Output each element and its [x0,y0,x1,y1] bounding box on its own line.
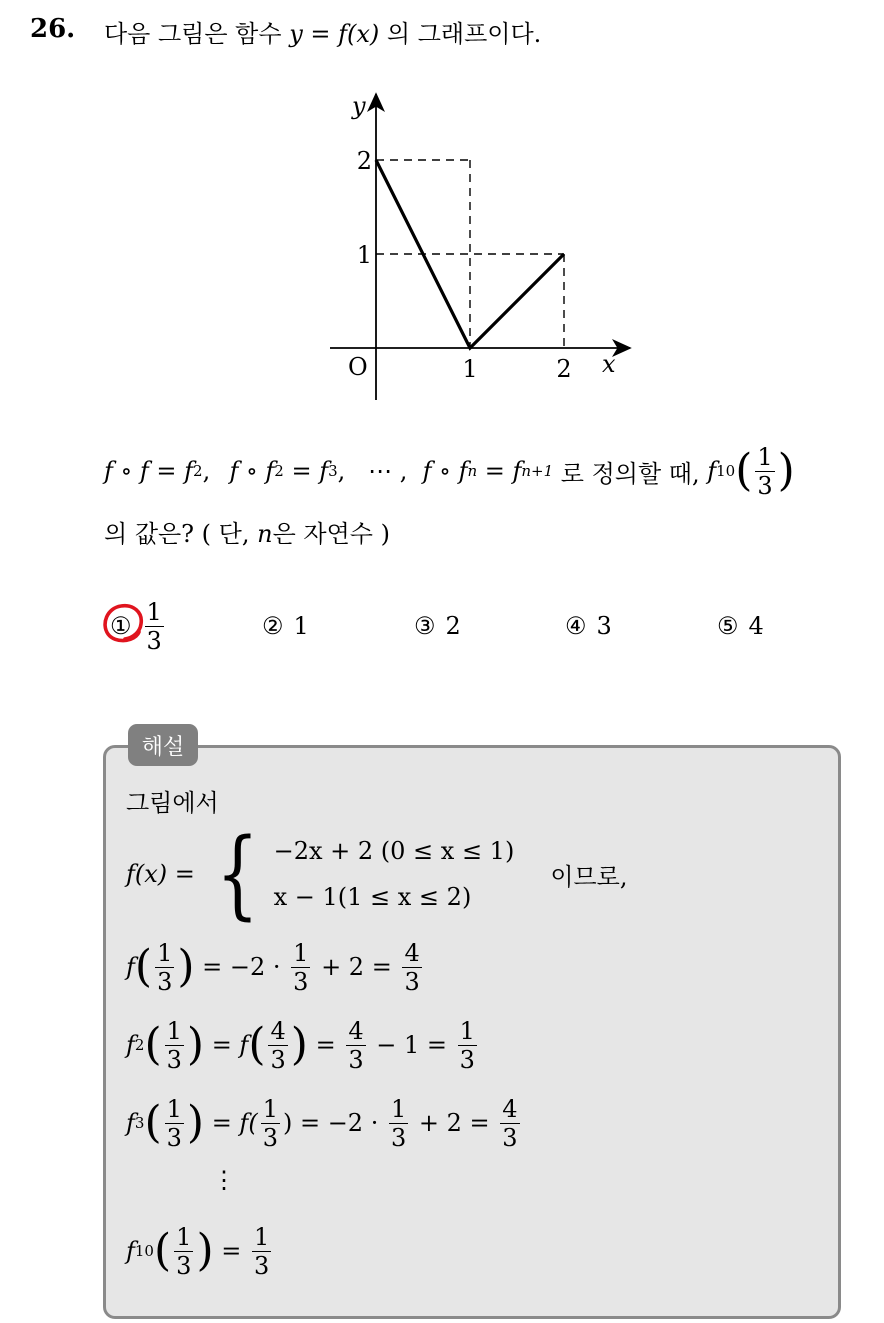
choice-1-num: 1 [146,597,162,626]
def-sep2: , ⋯ , [337,457,423,485]
fraction [165,1094,184,1152]
y-axis-label: y [352,92,366,120]
solution-step-3: f 3 ( $\frac{1}{3}$ ) = f( $\frac{1}{3}$ ) = −2 · $\frac{1}{3}$ + 2 = $\frac{4}{3}$ [126,1094,518,1152]
frac-num: 1 [293,938,309,967]
fraction [165,1016,184,1074]
fraction [155,938,174,996]
fraction [174,1222,193,1280]
frac-den: 3 [348,1045,364,1074]
right-paren: ) [177,941,195,992]
solution-cases [203,818,515,930]
def-expr2: f ∘ f [229,457,275,485]
step2-mid2: = [307,1031,344,1059]
right-paren: ) [290,1019,308,1070]
frac-num: 4 [502,1094,518,1123]
choice-1-symbol: ① [110,612,132,640]
solution-fx: f(x) = [126,860,203,888]
solution-vdots: ⋮ [212,1166,236,1194]
def-expr3: f ∘ f [422,457,468,485]
fraction [346,1016,365,1074]
question-function: y = f(x) [289,20,380,48]
fraction [252,1222,271,1280]
step2-mid3: − 1 = [368,1031,455,1059]
frac-num: 4 [270,1016,286,1045]
y-tick-label: 1 [356,241,372,269]
frac-num: 4 [404,938,420,967]
step1-mid: = −2 · [194,953,289,981]
solution-step-1 [126,934,425,1000]
choice-3-value: 2 [445,612,461,640]
case-tail: 이므로, [550,862,628,891]
solution-tab: 해설 [128,724,198,766]
fraction [402,938,421,996]
def-line2: 의 값은? ( 단, [104,520,258,548]
frac-num: 1 [176,1222,192,1251]
question-number: 26. [30,14,76,44]
frac-num: 1 [757,442,773,471]
choice-5-value: 4 [748,612,764,640]
origin-label: O [348,353,368,381]
right-paren: ) [186,1019,205,1070]
frac-den: 3 [390,1123,407,1152]
def-eq2: = f [283,457,329,485]
left-paren: ( [144,1097,162,1148]
x-tick-label: 2 [556,355,572,383]
frac-num: 1 [390,1094,407,1123]
fraction [291,938,310,996]
frac-den: 3 [176,1251,192,1280]
x-tick-label: 1 [462,355,478,383]
case-2: x − 1(1 ≤ x ≤ 2) [273,883,472,911]
step2-mid: = f [204,1031,249,1059]
choice-3[interactable] [414,598,461,654]
right-paren: ) [196,1225,214,1276]
solution-piecewise [126,818,628,930]
frac-den: 3 [757,471,773,500]
fraction [500,1094,519,1152]
choice-2[interactable] [262,598,309,654]
step1-lhs: f [126,953,135,981]
x-axis-label: x [602,350,616,378]
left-paren: ( [153,1225,172,1276]
left-paren: ( [735,445,753,496]
def-target-f: f [707,457,717,485]
case-1: −2x + 2 (0 ≤ x ≤ 1) [273,837,515,865]
definition-line-2 [104,514,390,549]
frac-den: 3 [404,967,420,996]
choice-4-symbol: ④ [565,612,587,640]
question-text-a: 다음 그림은 함수 [104,20,290,48]
step3-mid3: + 2 = [411,1109,498,1137]
fraction [755,442,774,500]
choice-1-fraction [145,597,164,655]
right-paren: ) [777,445,795,496]
step3-mid: = f( [204,1109,258,1137]
function-graph [320,86,640,406]
step3-lhs: f [126,1109,135,1137]
frac-den: 3 [293,967,309,996]
choice-2-value: 1 [293,612,309,640]
frac-num: 1 [253,1222,270,1251]
frac-num: 1 [157,938,173,967]
def-line2-n: n [257,520,273,548]
cases-rows [274,837,515,911]
frac-den: 3 [253,1251,270,1280]
fraction [389,1094,408,1152]
solution-step-2: f 2 ( $\frac{1}{3}$ ) = f ( $\frac{4}{3}$ ) = $\frac{4}{3}$ − 1 = $\frac{1}{3}$ [126,1016,475,1074]
frac-den: 3 [502,1123,518,1152]
frac-num: 4 [348,1016,364,1045]
def-korean: 로 정의할 때, [553,459,708,488]
def-sep1: , [202,457,226,485]
frac-den: 3 [166,1045,182,1074]
step3-mid2: ) = −2 · [282,1109,386,1137]
frac-den: 3 [459,1045,475,1074]
solution-intro: 그림에서 [126,788,219,817]
y-tick-label: 2 [356,147,372,175]
fraction [261,1094,280,1152]
choice-4-value: 3 [596,612,612,640]
choice-1-den: 3 [146,626,162,655]
right-paren: ) [186,1097,205,1148]
choice-3-symbol: ③ [414,612,436,640]
left-paren: ( [248,1019,266,1070]
frac-num: 1 [166,1016,182,1045]
frac-num: 1 [262,1094,278,1123]
choice-5-symbol: ⑤ [717,612,739,640]
definition-line: f ∘ f = f 2 , f ∘ f 2 = f 3 , ⋯ , f ∘ f n = f n+1 로 정의할 때, f 10 ( $\frac{1}{3}$ ) [104,442,795,500]
choice-5[interactable] [717,598,764,654]
fraction [268,1016,287,1074]
question-text [104,14,541,49]
def-line2-tail: 은 자연수 ) [272,520,390,548]
step4-lhs: f [126,1237,135,1265]
def-eq3: = f [477,457,522,485]
frac-den: 3 [166,1123,182,1152]
step4-mid: = [213,1237,249,1265]
fraction [458,1016,477,1074]
step1-mid2: + 2 = [313,953,400,981]
choice-2-symbol: ② [262,612,284,640]
frac-den: 3 [262,1123,278,1152]
def-expr1: f ∘ f = f [104,457,194,485]
cases-brace: { [215,818,259,930]
step2-lhs: f [126,1031,135,1059]
solution-step-final: f 10 ( $\frac{1}{3}$ ) = $\frac{1}{3}$ [126,1222,270,1280]
choice-4[interactable] [565,598,612,654]
left-paren: ( [144,1019,162,1070]
frac-num: 1 [459,1016,475,1045]
question-text-b: 의 그래프이다. [379,20,542,48]
left-paren: ( [134,941,153,992]
frac-den: 3 [270,1045,286,1074]
frac-num: 1 [166,1094,182,1123]
choice-1[interactable] [110,598,167,654]
frac-den: 3 [157,967,173,996]
